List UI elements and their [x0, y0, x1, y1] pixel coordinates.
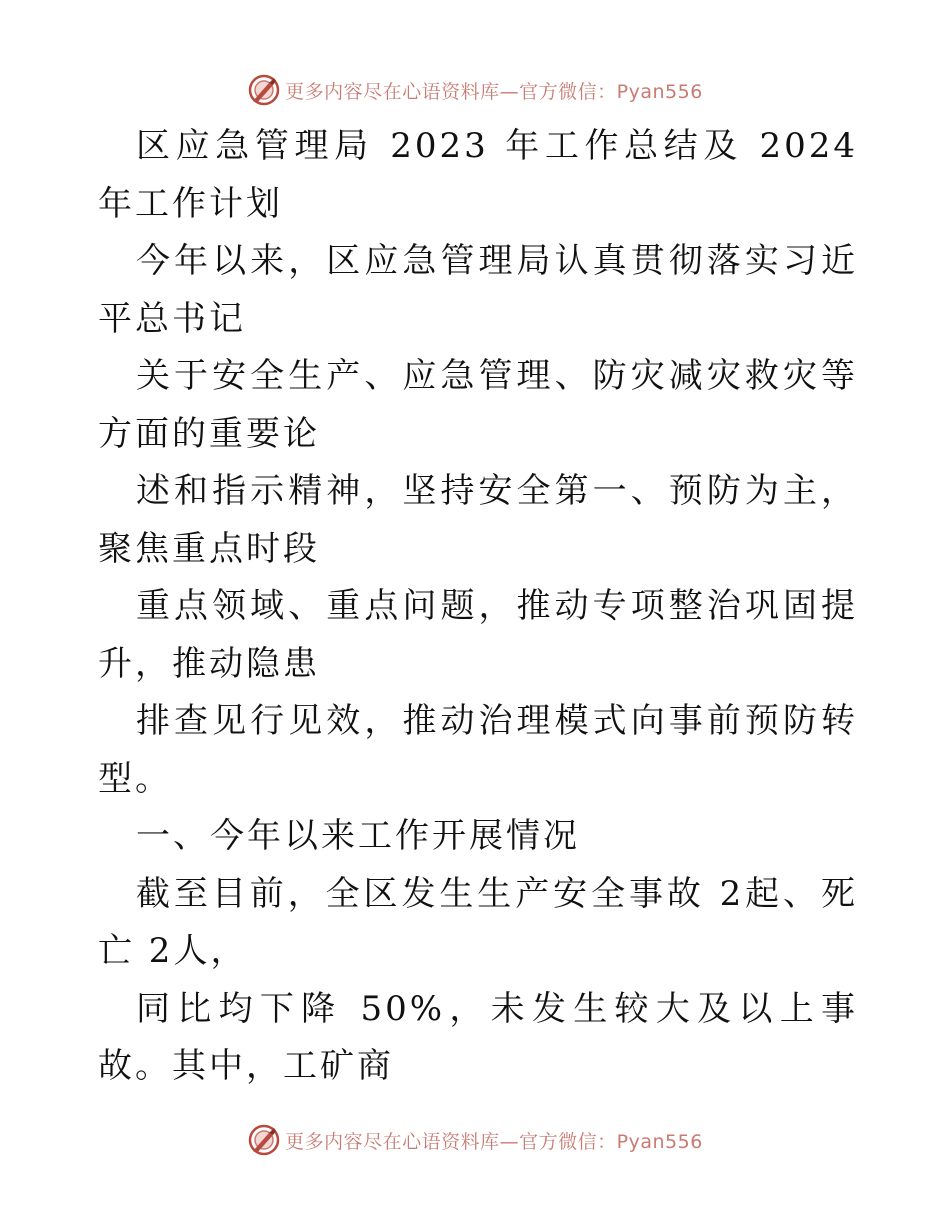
seal-pen-icon	[247, 73, 281, 107]
paragraph: 重点领域、重点问题，推动专项整治巩固提升，推动隐患	[98, 586, 858, 684]
paragraph: 同比均下降 50%，未发生较大及以上事故。其中，工矿商	[98, 988, 858, 1086]
seal-pen-icon	[247, 1123, 281, 1157]
paragraph: 排查见行见效，推动治理模式向事前预防转型。	[98, 701, 858, 799]
footer-banner	[0, 1120, 950, 1160]
paragraph: 述和指示精神，坚持安全第一、预防为主，聚焦重点时段	[98, 471, 858, 569]
banner-text: 更多内容尽在心语资料库—官方微信：Pyan556	[285, 80, 703, 103]
section-heading: 一、今年以来工作开展情况	[136, 816, 580, 856]
document-body	[98, 118, 858, 1096]
paragraph: 关于安全生产、应急管理、防灾减灾救灾等方面的重要论	[98, 356, 858, 454]
banner-text: 更多内容尽在心语资料库—官方微信：Pyan556	[285, 1130, 703, 1153]
paragraph: 今年以来，区应急管理局认真贯彻落实习近平总书记	[98, 241, 858, 339]
paragraph: 截至目前，全区发生生产安全事故 2起、死亡 2人，	[98, 873, 858, 971]
document-title: 区应急管理局 2023 年工作总结及 2024 年工作计划	[98, 126, 858, 224]
header-banner	[0, 70, 950, 110]
